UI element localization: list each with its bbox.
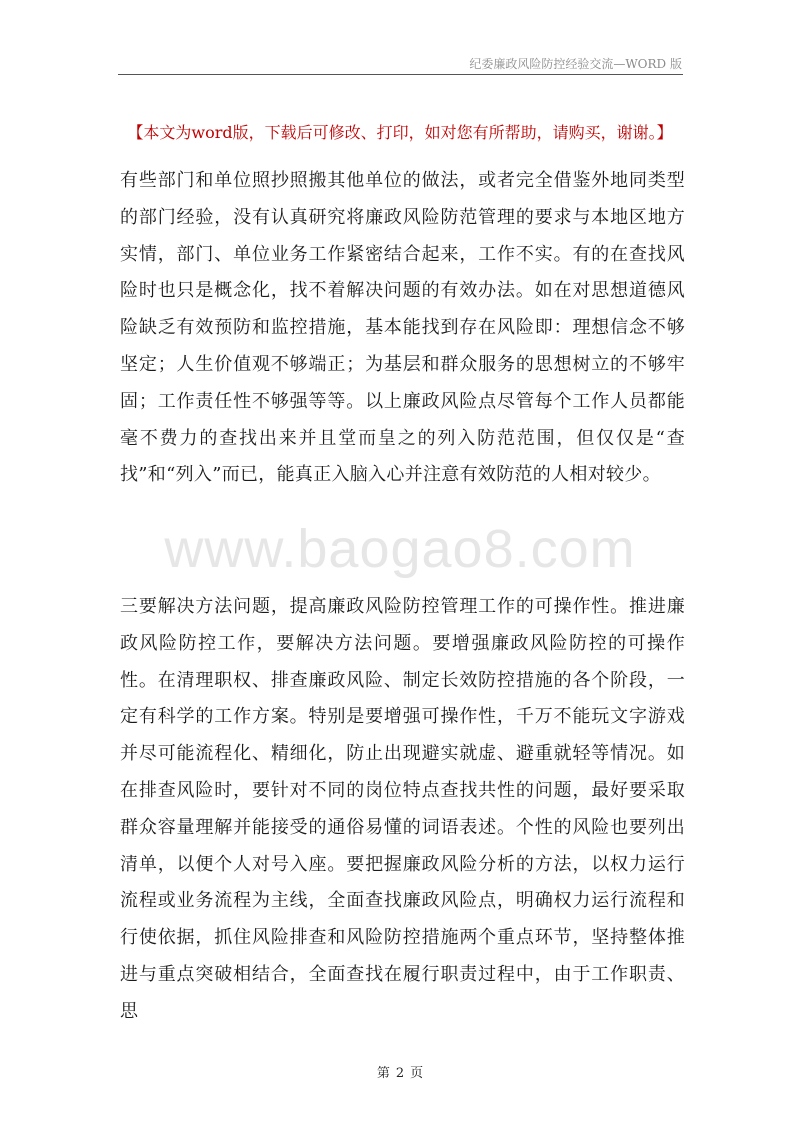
page-number-footer	[0, 1062, 800, 1081]
page-number: 2	[395, 1066, 405, 1081]
body-paragraph: 三要解决方法问题，提高廉政风险防控管理工作的可操作性。推进廉政风险防控工作，要解决方法问题。要增强廉政风险防控的可操作性。在清理职权、排查廉政风险、制定长效防控措施的各个阶段，一定有科学的工作方案。特别是要增强可操作性，千万不能玩文字游戏并尽可能流程化、精细化，防止出现避实就虚、避重就轻等情况。如在排查风险时，要针对不同的岗位特点查找共性的问题，最好要采取群众容量理解并能接受的通俗易懂的词语表述。个性的风险也要列出清单，以便个人对号入座。要把握廉政风险分析的方法，以权力运行流程或业务流程为主线，全面查找廉政风险点，明确权力运行流程和行使依据，抓住风险排查和风险防控措施两个重点环节，坚持整体推进与重点突破相结合，全面查找在履行职责过程中，由于工作职责、思	[120, 596, 685, 1022]
page-prefix: 第	[376, 1066, 390, 1081]
header-divider	[118, 74, 683, 75]
page-suffix: 页	[410, 1066, 424, 1081]
download-notice: 【本文为word版，下载后可修改、打印，如对您有所帮助，请购买，谢谢。】	[127, 123, 673, 142]
body-paragraph: 有些部门和单位照抄照搬其他单位的做法，或者完全借鉴外地同类型的部门经验，没有认真研究将廉政风险防范管理的要求与本地区地方实情，部门、单位业务工作紧密结合起来，工作不实。有的在查找风险时也只是概念化，找不着解决问题的有效办法。如在对思想道德风险缺乏有效预防和监控措施，基本能找到存在风险即：理想信念不够坚定；人生价值观不够端正；为基层和群众服务的思想树立的不够牢固；工作责任性不够强等等。以上廉政风险点尽管每个工作人员都能毫不费力的查找出来并且堂而皇之的列入防范范围，但仅仅是“查找”和“列入”而已，能真正入脑入心并注意有效防范的人相对较少。	[120, 170, 685, 486]
watermark-text: www.baogao8.com	[164, 519, 636, 579]
document-header-title: 纪委廉政风险防控经验交流—WORD 版	[469, 57, 682, 71]
